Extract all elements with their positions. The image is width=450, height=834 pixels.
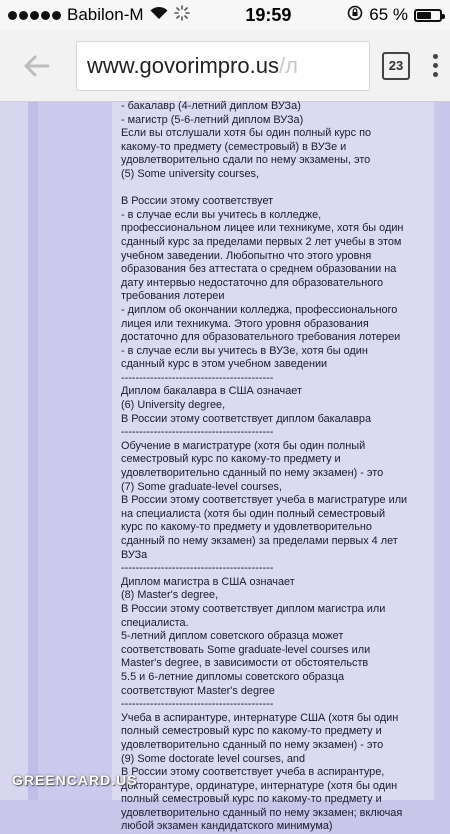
- post-text-line: Если вы отслушали хотя бы один полный курс по: [121, 127, 372, 140]
- post-stripe: [28, 102, 38, 800]
- post-text-line: (9) Some doctorate level courses, and: [121, 752, 306, 765]
- clock: 19:59: [245, 4, 292, 25]
- post-text-line: (5) Some university courses,: [121, 167, 259, 180]
- browser-toolbar: [0, 30, 450, 102]
- post-text-line: Master's degree, в зависимости от обстоятельств: [121, 657, 369, 670]
- carrier-label: Babilon-M: [67, 5, 144, 24]
- post-text-line: дату интервью недостаточно для образовательного: [121, 276, 384, 289]
- post-text-line: ------------------------------------------: [121, 562, 274, 575]
- post-text-line: удовлетворительно сданный по нему экзамен; включая: [121, 806, 403, 819]
- post-text-line: ------------------------------------------: [121, 426, 274, 439]
- post-text-line: [121, 182, 431, 196]
- post-text-line: сданный по нему экзамен) за пределами первых 4 лет: [121, 535, 398, 547]
- post-text-line: сданный курс в этом учебном заведении: [121, 358, 328, 371]
- wifi-icon: [150, 5, 168, 25]
- post-text-line: полный семестровый курс по какому-то предмету и: [121, 725, 382, 738]
- rotation-lock-icon: [347, 5, 363, 26]
- status-bar: [0, 0, 450, 30]
- post-text-line: - бакалавр (4-летний диплом ВУЗа): [121, 100, 301, 112]
- activity-spinner-icon: [174, 5, 190, 26]
- address-bar-url-overflow: /л: [278, 52, 298, 78]
- post-text-line: полный семестровый курс по какому-то предмету и: [121, 793, 382, 806]
- post-text-line: Диплом бакалавра в США означает: [121, 385, 302, 398]
- post-text-line: учебном заведении. Любопытно что этого уровня: [121, 249, 372, 262]
- back-arrow-icon[interactable]: [14, 44, 58, 88]
- post-text-line: курс по какому-то предмету и удовлетворительно: [121, 521, 372, 534]
- post-text-line: 5.5 и 6-летние дипломы советского образца: [121, 670, 345, 683]
- watermark: GREENCARD.US: [12, 772, 138, 788]
- post-text-line: соответствовать Some graduate-level courses или: [121, 643, 371, 656]
- signal-strength-icon: [8, 11, 61, 20]
- page-content[interactable]: [0, 100, 450, 833]
- post-text-line: какому-то предмету (семестровый) в ВУЗе и: [121, 140, 347, 153]
- post-text-line: Обучение в магистратуре (хотя бы один полный: [121, 439, 366, 452]
- post-text-line: - в случае если вы учитесь в колледже,: [121, 208, 322, 221]
- battery-icon: [414, 9, 442, 22]
- overflow-menu-icon[interactable]: [430, 54, 440, 77]
- post-text-line: (7) Some graduate-level courses,: [121, 480, 283, 493]
- post-text-line: семестровый курс по какому-то предмету и: [121, 453, 341, 466]
- post-text-line: ------------------------------------------: [121, 371, 274, 384]
- post-text-line: докторантуре, ординатуре, интернатуре (хотя бы один: [121, 779, 398, 792]
- tab-switcher-button[interactable]: [382, 52, 410, 80]
- post-text-line: В России этому соответствует учеба в аспирантуре,: [121, 766, 385, 779]
- post-text-line: В России этому соответствует: [121, 195, 274, 208]
- battery-percent: 65 %: [369, 5, 408, 24]
- post-text-line: лицея или техникума. Этого уровня образования: [121, 317, 369, 330]
- post-text-line: на специалиста (хотя бы один полный семестровый: [121, 507, 386, 520]
- post-text-line: сданный курс за пределами первых 2 лет учебы в этом: [121, 235, 402, 248]
- tab-count: 23: [388, 58, 404, 73]
- post-text-line: образования без аттестата о среднем образовании на: [121, 263, 397, 276]
- post-text-line: удовлетворительно сданный по нему экзамен) - это: [121, 738, 384, 751]
- post-text-line: удовлетворительно сданный по нему экзамен) - это: [121, 467, 384, 480]
- post-text-line: соответствуют Master's degree: [121, 684, 275, 697]
- post-text-line: любой экзамен кандидатского минимума): [121, 820, 333, 833]
- post-text-line: (6) University degree,: [121, 399, 226, 412]
- post-text-line: Диплом магистра в США означает: [121, 575, 295, 588]
- post-text-line: требования лотереи: [121, 290, 225, 303]
- post-text-line: профессиональном лицее или техникуме, хотя бы один: [121, 222, 404, 235]
- post-text-line: В России этому соответствует диплом бакалавра: [121, 412, 371, 425]
- post-text-line: - в случае если вы учитесь в ВУЗе, хотя бы один: [121, 344, 368, 357]
- post-text: [121, 100, 431, 834]
- address-bar-url: www.govorimpro.us: [87, 52, 279, 78]
- page-margin: [0, 102, 28, 800]
- post-text-line: достаточно для образовательного требования лотереи: [121, 331, 401, 344]
- post-text-line: ВУЗа: [121, 548, 148, 561]
- post-text-line: Учеба в аспирантуре, интернатуре США (хотя бы один: [121, 711, 399, 724]
- post-text-line: В России этому соответствует диплом магистра или: [121, 602, 386, 615]
- post-text-line: (8) Master's degree,: [121, 589, 219, 602]
- post-text-line: В России этому соответствует учеба в магистратуре или: [121, 494, 408, 507]
- post-text-line: 5-летний диплом советского образца может: [121, 630, 344, 643]
- post-text-line: - магистр (5-6-летний диплом ВУЗа): [121, 113, 304, 126]
- post-text-line: специалиста.: [121, 616, 189, 629]
- address-bar[interactable]: [76, 41, 370, 91]
- post-text-line: ------------------------------------------: [121, 698, 274, 711]
- post-text-line: удовлетворительно сдали по нему экзамены, это: [121, 154, 371, 167]
- post-text-line: - диплом об окончании колледжа, профессионального: [121, 303, 398, 316]
